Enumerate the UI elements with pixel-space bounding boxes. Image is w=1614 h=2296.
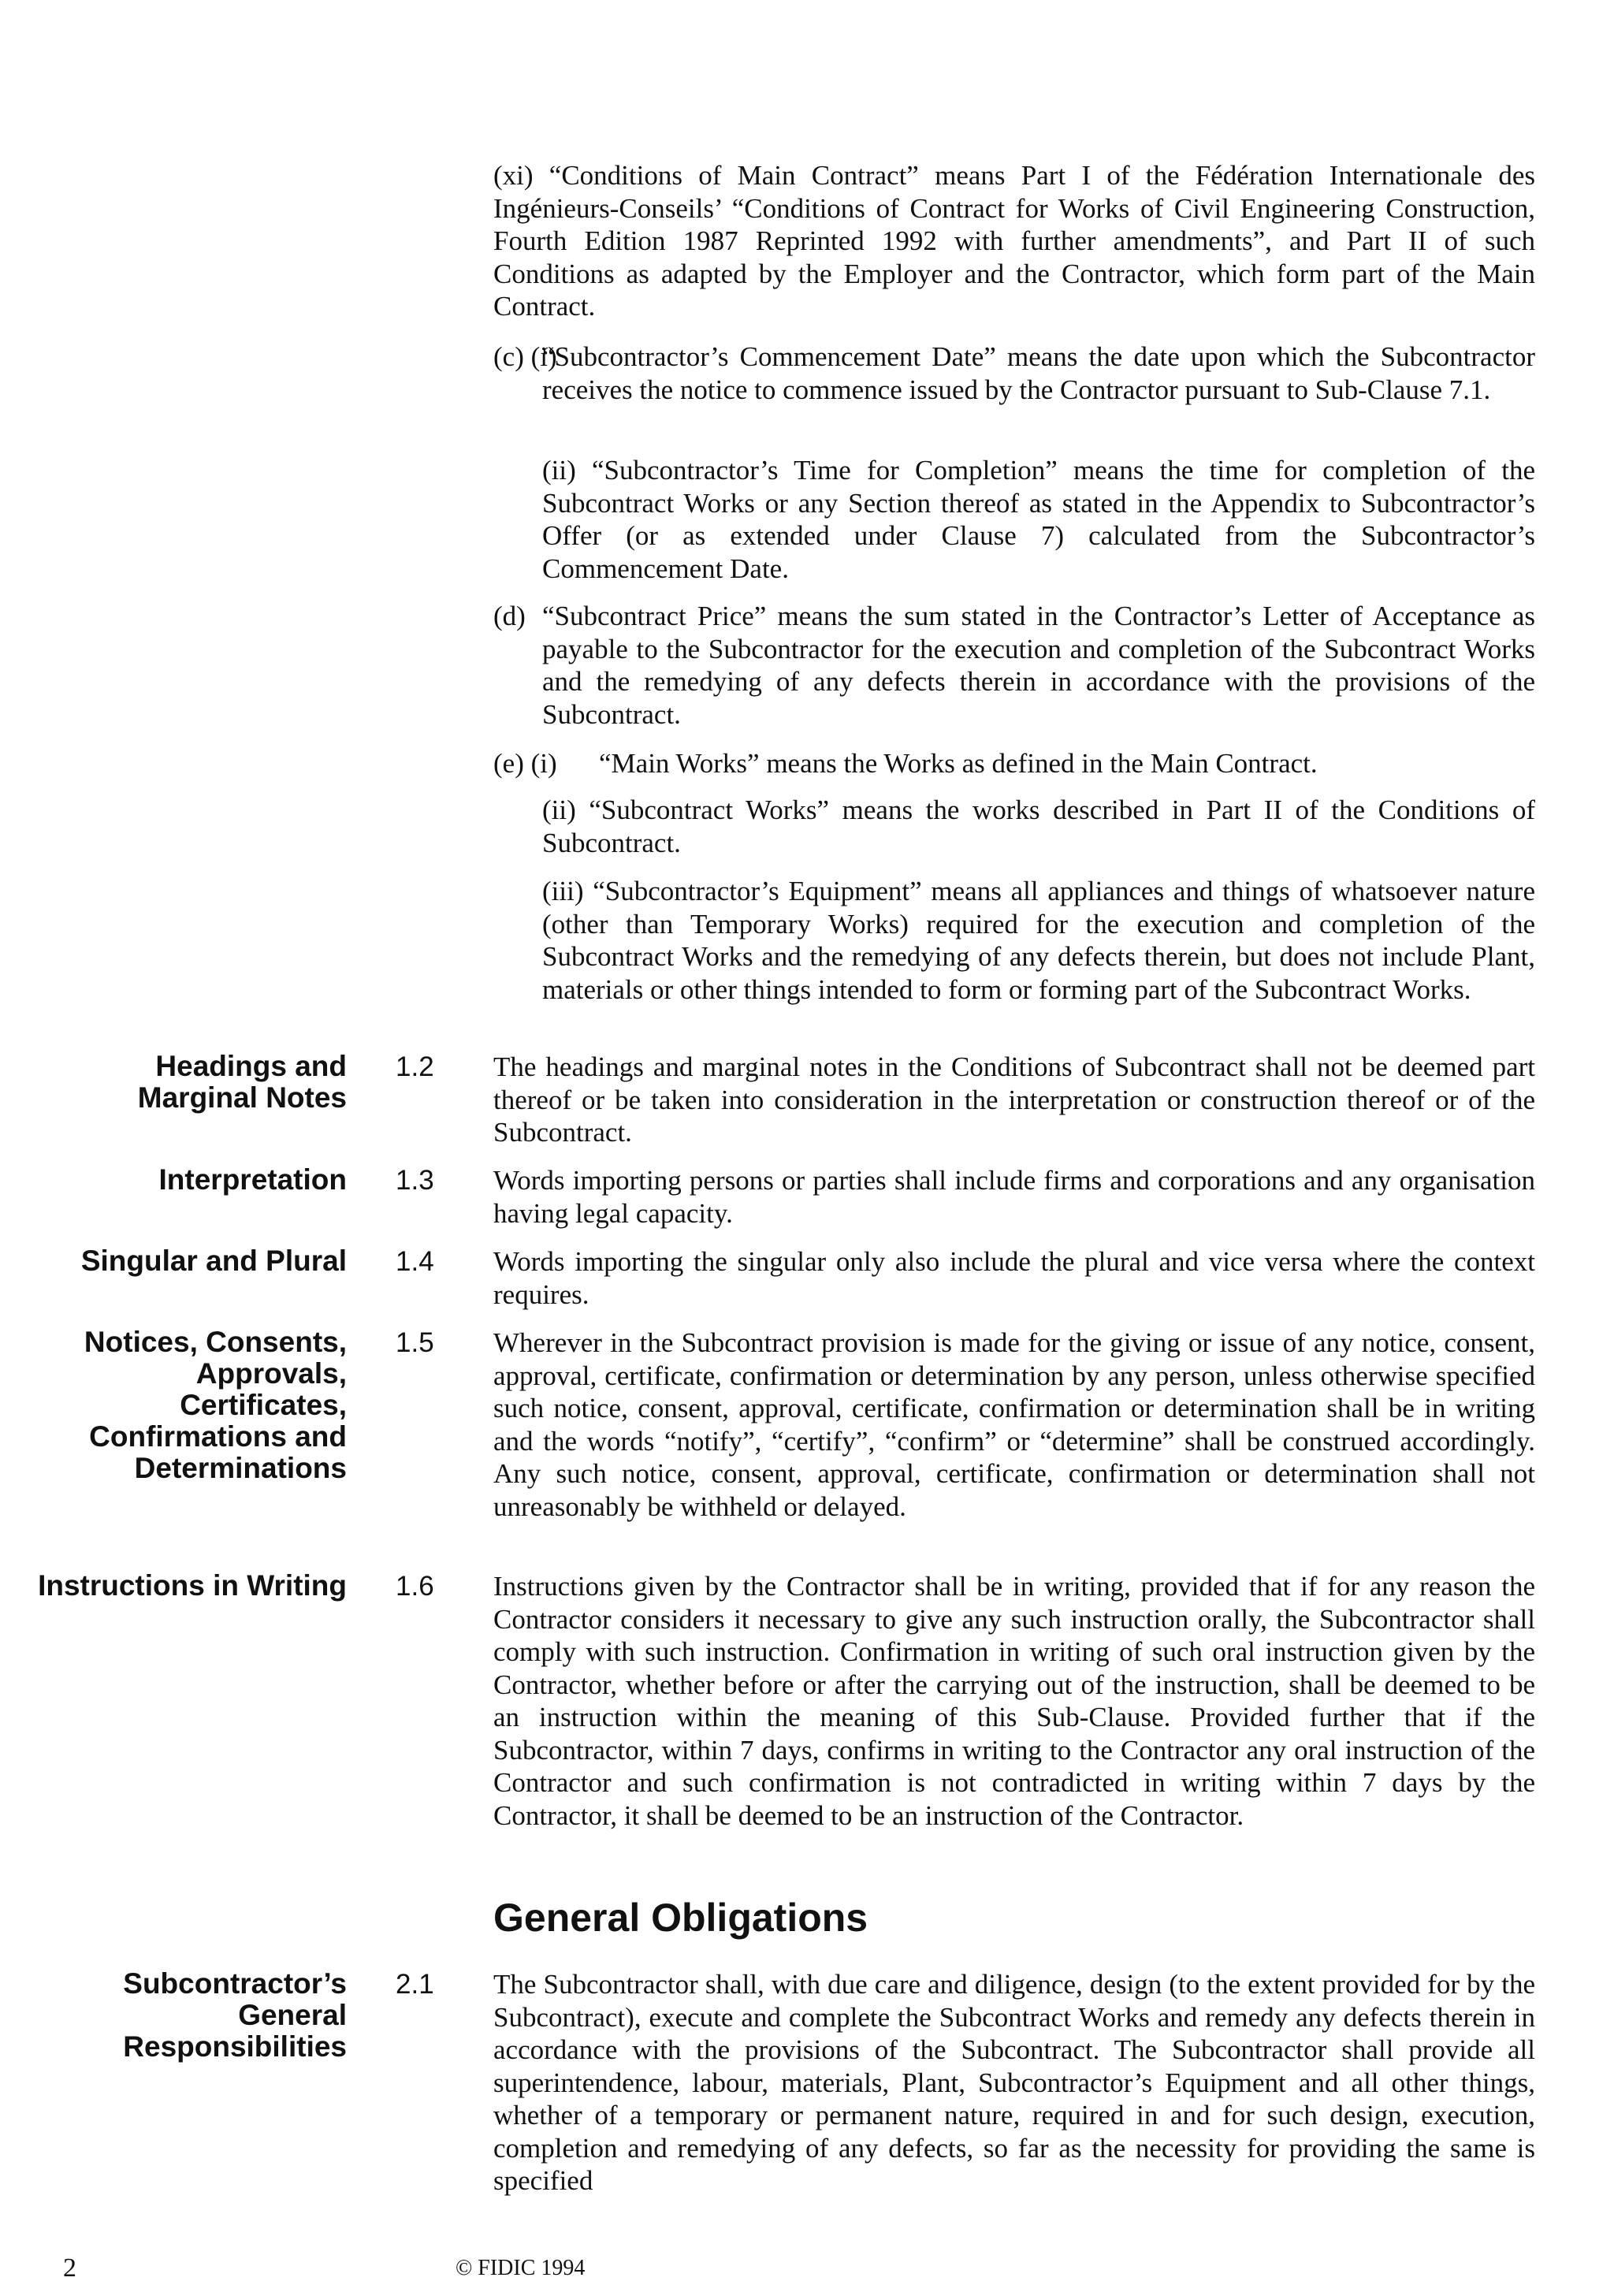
- clause-text-2-1: The Subcontractor shall, with due care and diligence, design (to the extent provided for by the Subcontract), execute and complete the Subcontract Works and remedy any defects therein in accordance with the provisions of the Subcontract. The Subcontractor shall provide all superintendence, labour, materials, Plant, Subcontractor’s Equipment and all other things, whether of a temporary or permanent nature, required in and for such design, execution, completion and remedying of any defects, so far as the necessity for providing the same is specified: [493, 1969, 1535, 2196]
- definition-c-label: (c) (i): [493, 341, 557, 372]
- page-number: 2: [63, 2253, 76, 2283]
- clause-number-1-2: 1.2: [396, 1051, 434, 1082]
- definition-d-label: (d): [493, 601, 526, 631]
- definition-e-iii: (iii) “Subcontractor’s Equipment” means all appliances and things of whatsoever nature (other than Temporary Works) required for the execution and completion of the Subcontract Works and the remedying of any defects therein, but does not include Plant, materials or other things intended to form or forming part of the Subcontract Works.: [542, 876, 1535, 1005]
- clause-text-1-6: Instructions given by the Contractor shall be in writing, provided that if for any reason the Contractor considers it necessary to give any such instruction orally, the Subcontractor shall comply with such instruction. Confirmation in writing of such oral instruction given by the Contractor, whether before or after the carrying out of the instruction, shall be deemed to be an instruction within the meaning of this Sub-Clause. Provided further that if the Subcontractor, within 7 days, confirms in writing to the Contractor any oral instruction of the Contractor and such confirmation is not contradicted in writing within 7 days by the Contractor, it shall be deemed to be an instruction of the Contractor.: [493, 1571, 1535, 1831]
- clause-number-1-3: 1.3: [396, 1165, 434, 1196]
- marginal-note-singular-plural: Singular and Plural: [80, 1245, 347, 1277]
- definition-e-label: (e) (i): [493, 748, 557, 779]
- clause-number-1-6: 1.6: [396, 1571, 434, 1602]
- marginal-note-general-responsibilities: Subcontractor’s General Responsibilities: [123, 1967, 347, 2063]
- marginal-note-headings: Headings and Marginal Notes: [137, 1050, 347, 1114]
- marginal-note-instructions: Instructions in Writing: [38, 1569, 347, 1602]
- definition-e-ii: (ii) “Subcontract Works” means the works described in Part II of the Conditions of Subcontract.: [542, 794, 1535, 858]
- copyright-notice: © FIDIC 1994: [456, 2256, 586, 2280]
- section-heading: General Obligations: [493, 1896, 868, 1940]
- definition-c-i-text: “Subcontractor’s Commencement Date” means the date upon which the Subcontractor receives the notice to commence issued by the Contractor pursuant to Sub-Clause 7.1.: [542, 341, 1535, 405]
- definition-d: “Subcontract Price” means the sum stated in the Contractor’s Letter of Acceptance as payable to the Subcontractor for the execution and completion of the Subcontract Works and the remedying of any defects therein in accordance with the provisions of the Subcontract.: [542, 601, 1535, 730]
- clause-number-1-5: 1.5: [396, 1327, 434, 1358]
- clause-text-1-5: Wherever in the Subcontract provision is made for the giving or issue of any notice, consent, approval, certificate, confirmation or determination by any person, unless otherwise specified such notice, consent, approval, certificate, confirmation or determination shall be in writing and the words “notify”, “certify”, “confirm” or “determine” shall be construed accordingly. Any such notice, consent, approval, certificate, confirmation or determination shall not unreasonably be withheld or delayed.: [493, 1327, 1535, 1522]
- definition-c-ii: (ii) “Subcontractor’s Time for Completion” means the time for completion of the Subcontract Works or any Section thereof as stated in the Appendix to Subcontractor’s Offer (or as extended under Clause 7) calculated from the Subcontractor’s Commencement Date.: [542, 455, 1535, 584]
- marginal-note-notices: Notices, Consents, Approvals, Certificates, Confirmations and Determinations: [84, 1326, 347, 1484]
- clause-text-1-4: Words importing the singular only also include the plural and vice versa where the context requires.: [493, 1246, 1535, 1310]
- definition-e-i: “Main Works” means the Works as defined in the Main Contract.: [599, 748, 1318, 779]
- clause-text-1-2: The headings and marginal notes in the Conditions of Subcontract shall not be deemed part thereof or be taken into consideration in the interpretation or construction thereof or of the Subcontract.: [493, 1051, 1535, 1148]
- definition-xi: (xi) “Conditions of Main Contract” means Part I of the Fédération Internationale des Ingénieurs-Conseils’ “Conditions of Contract for Works of Civil Engineering Construction, Fourth Edition 1987 Reprinted 1992 with further amendments”, and Part II of such Conditions as adapted by the Employer and the Contractor, which form part of the Main Contract.: [493, 160, 1535, 322]
- clause-number-2-1: 2.1: [396, 1969, 434, 2000]
- clause-text-1-3: Words importing persons or parties shall include firms and corporations and any organisation having legal capacity.: [493, 1165, 1535, 1229]
- clause-number-1-4: 1.4: [396, 1246, 434, 1277]
- marginal-note-interpretation: Interpretation: [158, 1163, 347, 1196]
